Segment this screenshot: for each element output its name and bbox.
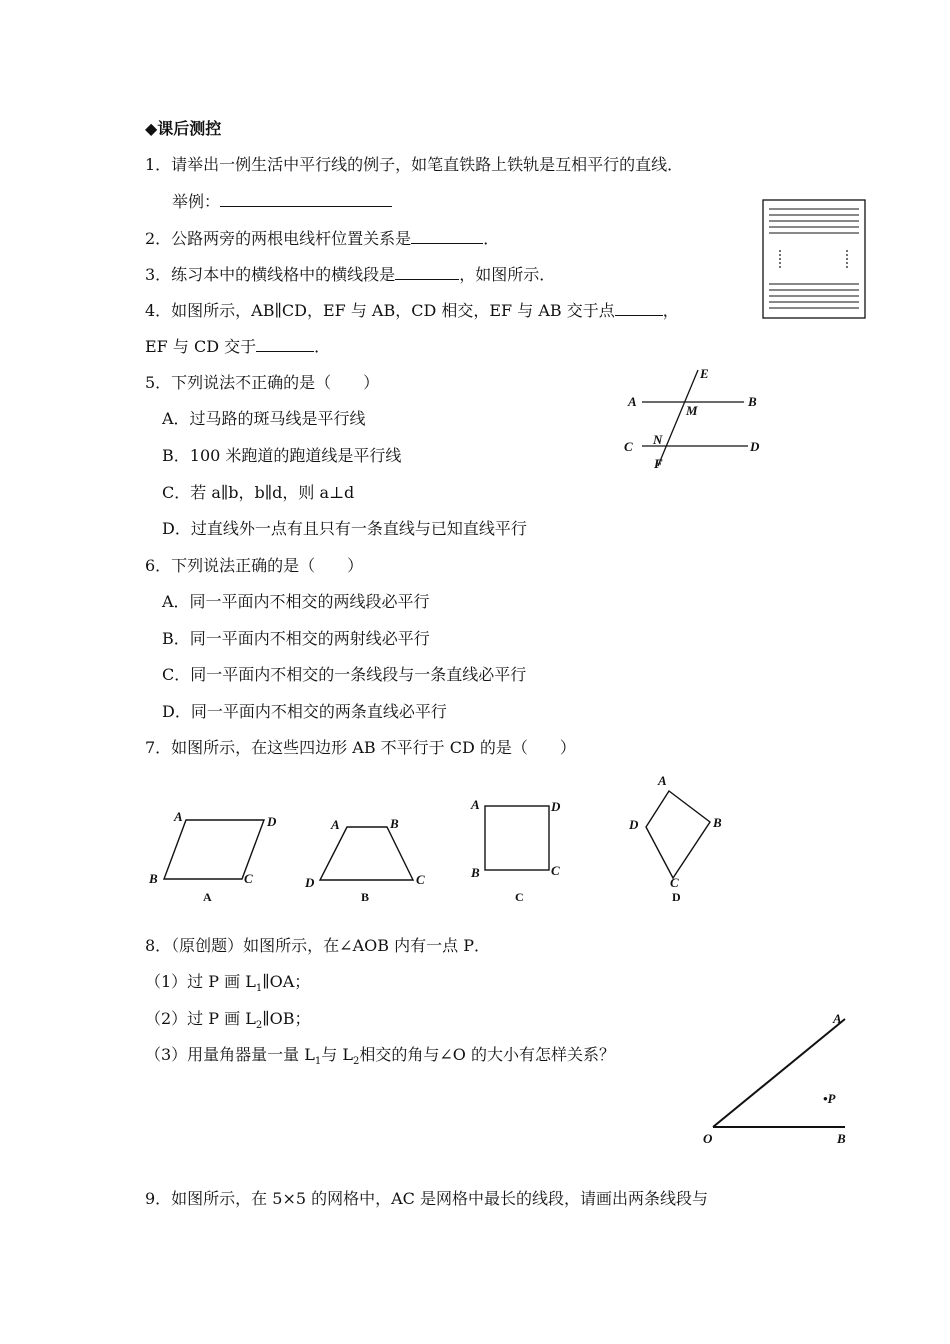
notebook-bottom-lines [769,284,859,308]
quad-c-label-d: D [551,799,561,814]
question-3-text: 3．练习本中的横线格中的横线段是 [145,265,396,284]
question-5-stem: 5．下列说法不正确的是（ ） [145,373,380,392]
step-1-text-end: ∥OA； [262,972,311,991]
label-b: B [837,1131,846,1146]
question-1: 1．请举出一例生活中平行线的例子，如笔直铁路上铁轨是互相平行的直线． [145,155,684,174]
line-ef [658,370,698,466]
question-5-option-a: A．过马路的斑马线是平行线 [162,409,366,428]
question-4-text: 4．如图所示，AB∥CD，EF 与 AB，CD 相交，EF 与 AB 交于点 [145,301,615,320]
label-a: A [628,394,637,409]
question-4-blank-2[interactable] [256,335,314,352]
notebook-frame [763,200,865,318]
step-2-text-end: ∥OB； [262,1009,311,1028]
quad-a [148,809,277,904]
label-n: N [653,432,663,447]
label-o: O [703,1131,713,1146]
notebook-dashed-marks [780,250,847,268]
question-6-option-b: B．同一平面内不相交的两射线必平行 [162,629,430,648]
question-4-text-2: EF 与 CD 交于 [145,337,257,356]
angle-aob-figure [695,1005,865,1150]
quad-d-label-d: D [629,817,639,832]
quad-c [470,797,561,904]
label-e: E [700,366,709,381]
parallel-lines-figure [620,362,770,472]
quad-b-shape [320,827,413,880]
step-1-text: （1）过 P 画 L [145,972,256,991]
step-2-text: （2）过 P 画 L [145,1009,256,1028]
quad-a-label-d: D [267,814,277,829]
question-3 [145,263,555,286]
step-3-subscript-1: 1 [314,1056,322,1068]
quad-a-label-c: C [244,871,253,886]
quad-b-label-d: D [305,875,315,890]
question-8-step-3 [145,1044,615,1073]
notebook-top-lines [769,209,859,233]
question-4-comma: ， [662,301,679,320]
quad-a-label-b: B [149,871,158,886]
question-2 [145,227,499,250]
quad-b-label-b: B [390,816,399,831]
quad-d [628,773,722,904]
example-label: 举例： [172,192,221,211]
question-7-stem: 7．如图所示，在这些四边形 AB 不平行于 CD 的是（ ） [145,738,576,757]
quad-d-shape [646,791,710,878]
step-3-text: （3）用量角器量一量 L [145,1045,315,1064]
step-2-subscript: 2 [255,1020,263,1032]
label-a: A [833,1011,842,1026]
question-5-option-b: B．100 米跑道的跑道线是平行线 [162,446,402,465]
label-m: M [686,403,698,418]
quad-c-label-c: C [551,863,560,878]
question-2-blank[interactable] [411,227,483,244]
question-4-blank-1[interactable] [615,299,663,316]
question-6-option-a: A．同一平面内不相交的两线段必平行 [162,592,430,611]
label-b: B [748,394,757,409]
quad-d-caption: D [672,890,681,904]
ray-oa [713,1019,845,1127]
quad-d-label-a: A [658,773,667,788]
point-p: •P [823,1091,836,1106]
question-2-end: ． [483,229,500,248]
quadrilaterals-figure [140,765,740,910]
step-3-text-mid: 与 L [321,1045,353,1064]
section-heading: ◆课后测控 [145,119,222,138]
step-3-text-end: 相交的角与∠O 的大小有怎样关系？ [359,1045,615,1064]
question-4-end: ． [314,337,331,356]
question-8-stem: 8．（原创题）如图所示，在∠AOB 内有一点 P． [145,936,490,955]
example-answer-blank[interactable] [220,190,392,207]
step-3-subscript-2: 2 [353,1056,360,1068]
quad-c-label-b: B [471,865,480,880]
question-2-text: 2．公路两旁的两根电线杆位置关系是 [145,229,412,248]
label-c: C [624,439,633,454]
label-f: F [654,456,663,471]
quad-c-label-a: A [471,797,480,812]
quad-b-label-c: C [416,872,425,887]
question-3-end: ，如图所示． [459,265,556,284]
question-8-step-1 [145,971,310,1000]
label-d: D [750,439,760,454]
notebook-lines-figure [760,198,870,322]
question-6-option-d: D．同一平面内不相交的两条直线必平行 [162,702,447,721]
quad-a-caption: A [203,890,212,904]
question-1-answer-line [172,190,392,213]
question-6-stem: 6．下列说法正确的是（ ） [145,556,364,575]
quad-c-caption: C [515,890,524,904]
question-5-option-c: C．若 a∥b，b∥d，则 a⊥d [162,483,355,502]
question-6-option-c: C．同一平面内不相交的一条线段与一条直线必平行 [162,665,527,684]
question-9: 9．如图所示，在 5×5 的网格中，AC 是网格中最长的线段，请画出两条线段与 [145,1189,709,1208]
quad-b [304,816,425,904]
question-5-option-d: D．过直线外一点有且只有一条直线与已知直线平行 [162,519,527,538]
step-1-subscript: 1 [255,983,263,995]
quad-c-shape [485,806,549,870]
quad-b-label-a: A [331,817,340,832]
quad-a-label-a: A [174,809,183,824]
quad-d-label-c: C [670,875,679,890]
question-8-step-2 [145,1008,311,1037]
question-4-line-1 [145,299,679,322]
question-4-line-2 [145,335,330,358]
quad-d-label-b: B [713,815,722,830]
quad-b-caption: B [361,890,370,904]
question-3-blank[interactable] [395,263,459,280]
